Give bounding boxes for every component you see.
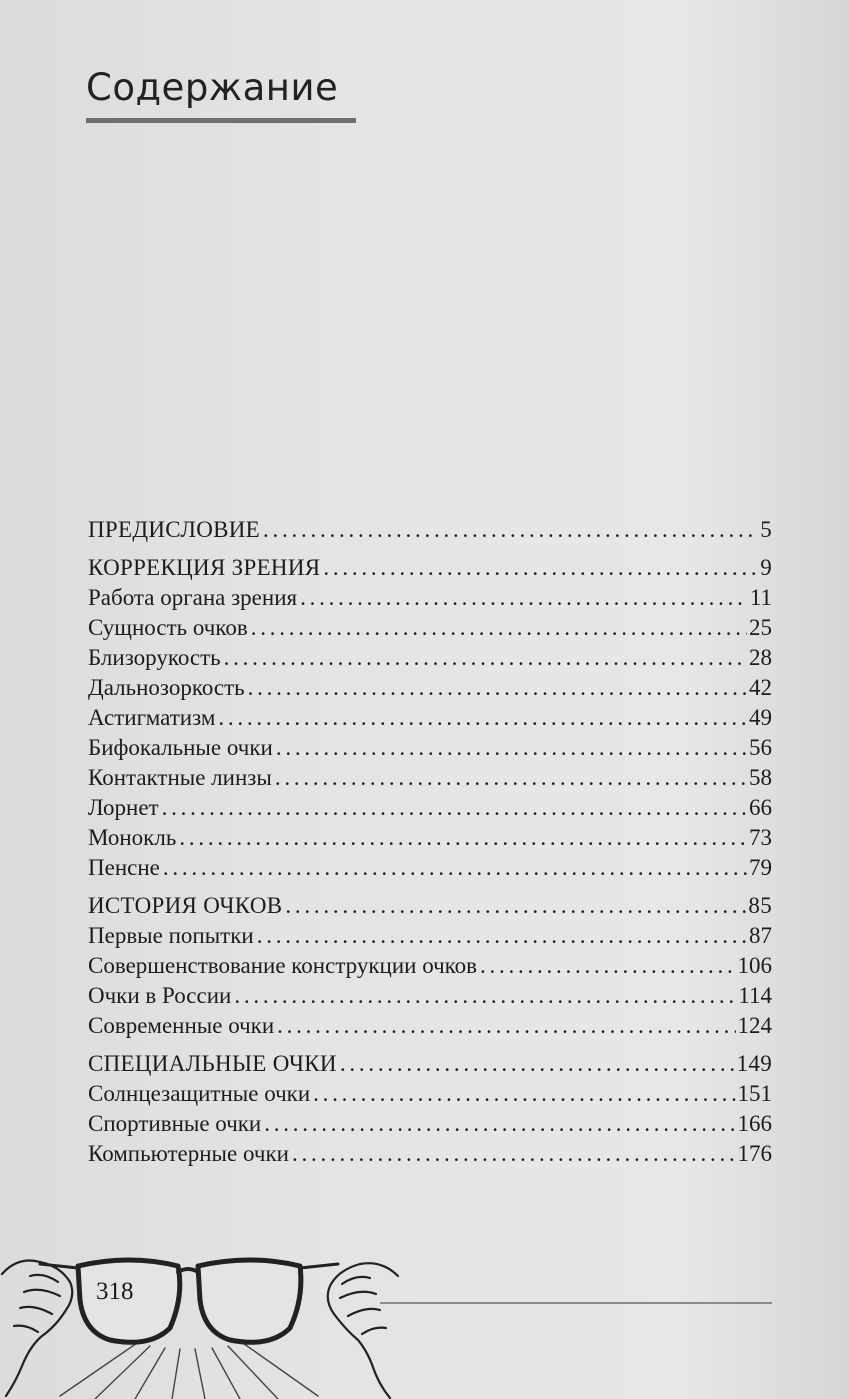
toc-entry-page: 85 [748,893,772,918]
toc-entry [88,615,772,645]
toc-section [88,893,772,923]
toc-entry [88,953,772,983]
toc-entry [88,735,772,765]
dot-leader [289,1141,736,1167]
toc-entry-title: Контактные линзы [88,765,272,790]
toc-entry [88,1111,772,1141]
toc-entry-page: 73 [749,825,772,850]
dot-leader [477,953,735,979]
toc-section [88,517,772,547]
dot-leader [273,735,747,761]
dot-leader [274,1013,735,1039]
dot-leader [176,825,747,851]
toc-entry-page: 106 [737,953,772,978]
toc-entry [88,825,772,855]
toc-entry [88,765,772,795]
toc-entry-title: Спортивные очки [88,1111,262,1136]
toc-entry-title: Компьютерные очки [88,1141,289,1166]
dot-leader [310,1081,735,1107]
dot-leader [231,983,736,1009]
toc-entry-page: 87 [749,923,772,948]
toc-entry-page: 49 [749,705,772,730]
toc-entry-title: Бифокальные очки [88,735,273,760]
toc-entry-title: КОРРЕКЦИЯ ЗРЕНИЯ [88,555,321,580]
toc-entry [88,585,772,615]
toc-entry-title: Пенсне [88,855,160,880]
dot-leader [337,1051,735,1077]
title-underline [86,118,356,123]
toc-entry-page: 28 [749,645,772,670]
toc-entry [88,923,772,953]
dot-leader [221,645,747,671]
toc-entry-title: ИСТОРИЯ ОЧКОВ [88,893,283,918]
toc-entry-page: 124 [737,1013,772,1038]
toc-entry [88,1081,772,1111]
toc-entry [88,675,772,705]
dot-leader [159,795,747,821]
toc-entry [88,645,772,675]
toc-entry [88,705,772,735]
toc-entry-page: 5 [760,517,772,542]
toc-entry-title: Первые попытки [88,923,254,948]
toc-entry-page: 42 [749,675,772,700]
footer-rule [380,1302,772,1304]
table-of-contents [88,517,772,1171]
toc-entry-page: 9 [760,555,772,580]
toc-entry-page: 166 [737,1111,772,1136]
page-number: 318 [96,1278,134,1305]
toc-entry [88,1013,772,1043]
dot-leader [320,555,758,581]
toc-entry-page: 56 [749,735,772,760]
dot-leader [260,517,758,543]
toc-entry-page: 79 [749,855,772,880]
toc-entry-title: Сущность очков [88,615,248,640]
toc-entry-title: Монокль [88,825,177,850]
dot-leader [272,765,747,791]
toc-entry-title: Работа органа зрения [88,585,298,610]
toc-entry-title: ПРЕДИСЛОВИЕ [88,517,261,542]
toc-entry-page: 176 [737,1141,772,1166]
toc-entry-page: 66 [749,795,772,820]
toc-entry-title: Дальнозоркость [88,675,245,700]
toc-entry-page: 149 [736,1051,772,1076]
glasses-held-by-hands-icon [0,1236,400,1399]
toc-entry-title: Близорукость [88,645,221,670]
toc-entry-title: Очки в России [88,983,232,1008]
dot-leader [254,923,747,949]
toc-entry-title: Солнцезащитные очки [88,1081,311,1106]
dot-leader [297,585,748,611]
dot-leader [215,705,747,731]
dot-leader [282,893,746,919]
toc-entry-page: 114 [738,983,772,1008]
dot-leader [261,1111,735,1137]
toc-section [88,1051,772,1081]
toc-entry [88,1141,772,1171]
dot-leader [160,855,747,881]
toc-entry-page: 151 [737,1081,772,1106]
toc-entry-title: СПЕЦИАЛЬНЫЕ ОЧКИ [88,1051,337,1076]
page-title: Содержание [86,66,339,109]
dot-leader [248,615,747,641]
toc-entry-title: Астигматизм [88,705,216,730]
toc-entry [88,855,772,885]
toc-entry-title: Совершенствование конструкции очков [88,953,478,978]
toc-section [88,555,772,585]
toc-entry-title: Лорнет [88,795,159,820]
toc-entry-title: Современные очки [88,1013,275,1038]
dot-leader [245,675,747,701]
toc-entry [88,983,772,1013]
toc-entry [88,795,772,825]
toc-entry-page: 25 [749,615,772,640]
toc-entry-page: 11 [749,585,772,610]
toc-entry-page: 58 [749,765,772,790]
